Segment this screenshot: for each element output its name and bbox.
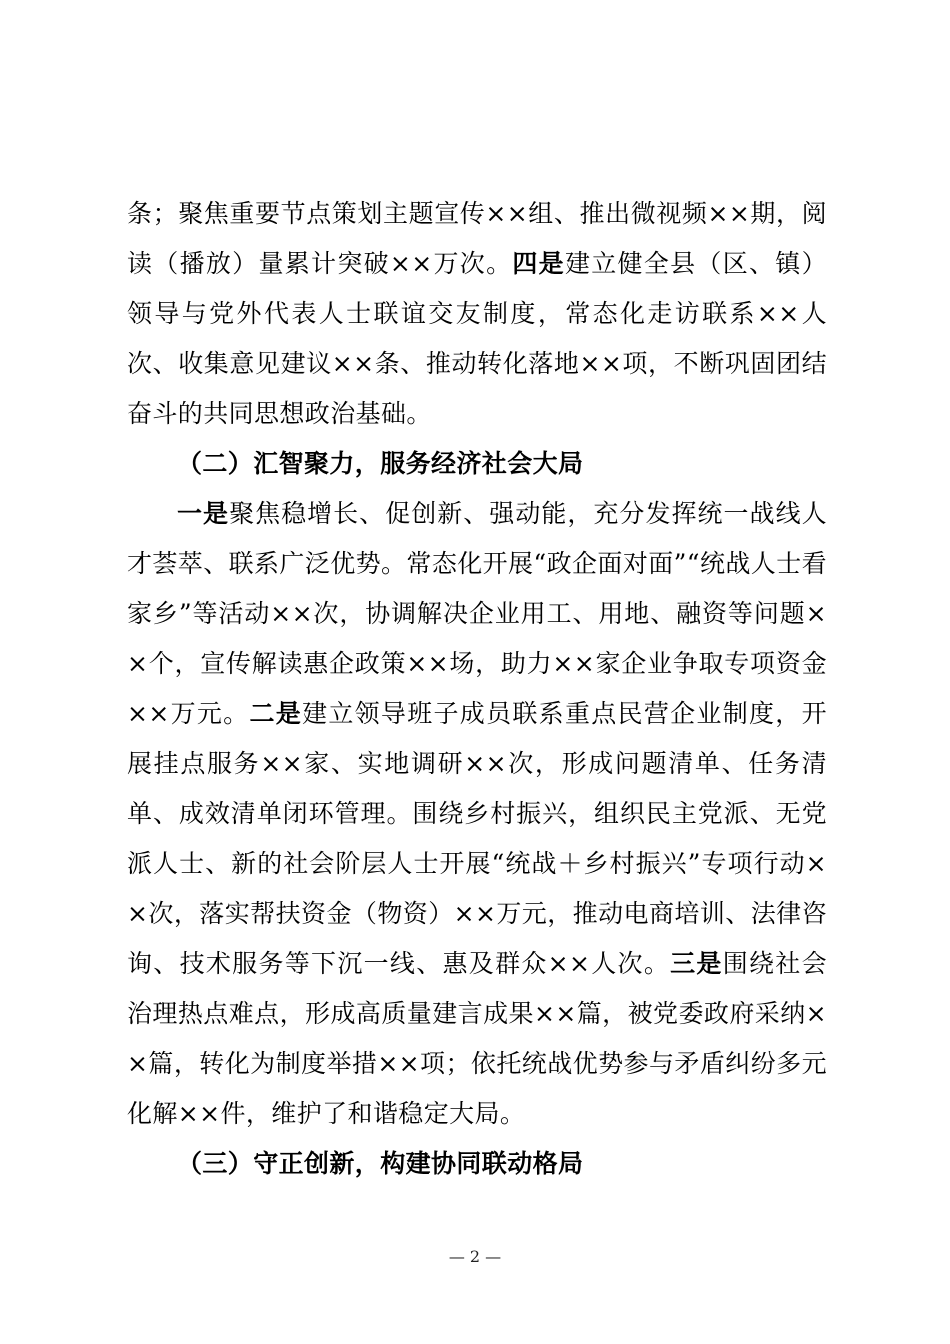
paragraph-text: 聚焦稳增长、促创新、强动能，充分发挥统一战线人才荟萃、联系广泛优势。常态化开展“政企面对面”“统战人士看家乡”等活动××次，协调解决企业用工、用地、融资等问题××个，宣传解读惠企政策××场，助力××家企业争取专项资金××万元。 <box>127 499 828 728</box>
lead-marker-three: 三是 <box>670 949 723 978</box>
paragraph-section-2 <box>127 489 827 1139</box>
lead-marker-two: 二是 <box>249 699 303 728</box>
lead-marker-one: 一是 <box>177 499 230 528</box>
paragraph-text: 围绕社会治理热点难点，形成高质量建言成果××篇，被党委政府采纳××篇，转化为制度举措××项；依托统战优势参与矛盾纠纷多元化解××件，维护了和谐稳定大局。 <box>127 949 827 1128</box>
body-text <box>127 189 827 1189</box>
section-heading-3: （三）守正创新，构建协同联动格局 <box>177 1149 584 1178</box>
section-heading-2: （二）汇智聚力，服务经济社会大局 <box>177 449 584 478</box>
paragraph-text: 建立健全县（区、镇）领导与党外代表人士联谊交友制度，常态化走访联系××人次、收集意见建议××条、推动转化落地××项，不断巩固团结奋斗的共同思想政治基础。 <box>127 249 827 428</box>
page-number: — 2 — <box>448 1247 502 1266</box>
lead-marker-four: 四是 <box>512 249 565 278</box>
paragraph-continuation <box>127 189 827 439</box>
paragraph-text: 建立领导班子成员联系重点民营企业制度，开展挂点服务××家、实地调研××次，形成问题清单、任务清单、成效清单闭环管理。围绕乡村振兴，组织民主党派、无党派人士、新的社会阶层人士开展“统战＋乡村振兴”专项行动××次，落实帮扶资金（物资）××万元，推动电商培训、法律咨询、技术服务等下沉一线、惠及群众××人次。 <box>127 699 827 978</box>
paragraph-text: 条；聚焦重要节点策划主题宣传××组、推出微视频××期，阅读（播放）量累计突破××万次。 <box>127 199 827 278</box>
